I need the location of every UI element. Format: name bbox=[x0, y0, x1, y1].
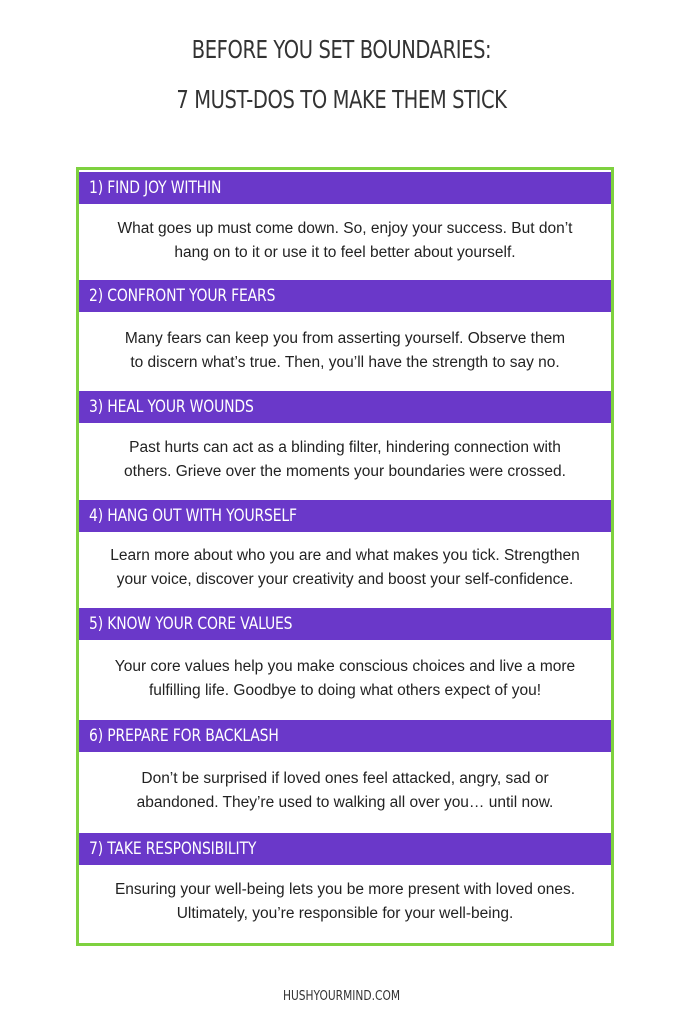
section-body-line: Ensuring your well-being lets you be more present with loved ones. bbox=[114, 881, 576, 898]
section-body-line: Your core values help you make conscious choices and live a more bbox=[114, 658, 576, 675]
section-body bbox=[79, 544, 611, 592]
section-body bbox=[79, 327, 611, 375]
section-heading-bar bbox=[79, 280, 611, 312]
section-heading-bar bbox=[79, 172, 611, 204]
section-body-line: abandoned. They’re used to walking all over you… until now. bbox=[136, 794, 554, 811]
section-body bbox=[79, 217, 611, 265]
section-body bbox=[79, 767, 611, 815]
section-heading: 2) CONFRONT YOUR FEARS bbox=[89, 286, 276, 306]
section-heading: 4) HANG OUT WITH YOURSELF bbox=[89, 506, 297, 526]
section-heading: 5) KNOW YOUR CORE VALUES bbox=[89, 614, 293, 634]
section-body-line: Ultimately, you’re responsible for your well-being. bbox=[176, 905, 514, 922]
section-body-line: hang on to it or use it to feel better about yourself. bbox=[174, 244, 516, 261]
section-body-line: Past hurts can act as a blinding filter, hindering connection with bbox=[129, 439, 561, 456]
section-heading: 7) TAKE RESPONSIBILITY bbox=[89, 839, 257, 859]
section-body-line: others. Grieve over the moments your boundaries were crossed. bbox=[124, 463, 566, 480]
section-heading-bar bbox=[79, 833, 611, 865]
section-body bbox=[79, 436, 611, 484]
section-heading: 3) HEAL YOUR WOUNDS bbox=[89, 397, 254, 417]
section-heading-bar bbox=[79, 720, 611, 752]
section-heading-bar bbox=[79, 500, 611, 532]
section-heading-bar bbox=[79, 608, 611, 640]
section-body-line: What goes up must come down. So, enjoy your success. But don’t bbox=[117, 220, 573, 237]
page-title-line-2: 7 MUST-DOS TO MAKE THEM STICK bbox=[176, 85, 507, 114]
footer-site-url: HUSHYOURMIND.COM bbox=[282, 989, 401, 1004]
checklist-frame bbox=[76, 167, 614, 946]
section-body-line: Don’t be surprised if loved ones feel attacked, angry, sad or bbox=[141, 770, 549, 787]
section-body-line: your voice, discover your creativity and boost your self-confidence. bbox=[116, 571, 574, 588]
page-title-line-1: BEFORE YOU SET BOUNDARIES: bbox=[191, 35, 492, 64]
section-heading-bar bbox=[79, 391, 611, 423]
section-heading: 1) FIND JOY WITHIN bbox=[89, 178, 222, 198]
section-heading: 6) PREPARE FOR BACKLASH bbox=[89, 726, 279, 746]
section-body-line: to discern what’s true. Then, you’ll have the strength to say no. bbox=[130, 354, 560, 371]
section-body-line: Learn more about who you are and what makes you tick. Strengthen bbox=[110, 547, 580, 564]
section-body-line: Many fears can keep you from asserting yourself. Observe them bbox=[124, 330, 566, 347]
section-body bbox=[79, 655, 611, 703]
section-body bbox=[79, 878, 611, 926]
section-body-line: fulfilling life. Goodbye to doing what others expect of you! bbox=[148, 682, 542, 699]
